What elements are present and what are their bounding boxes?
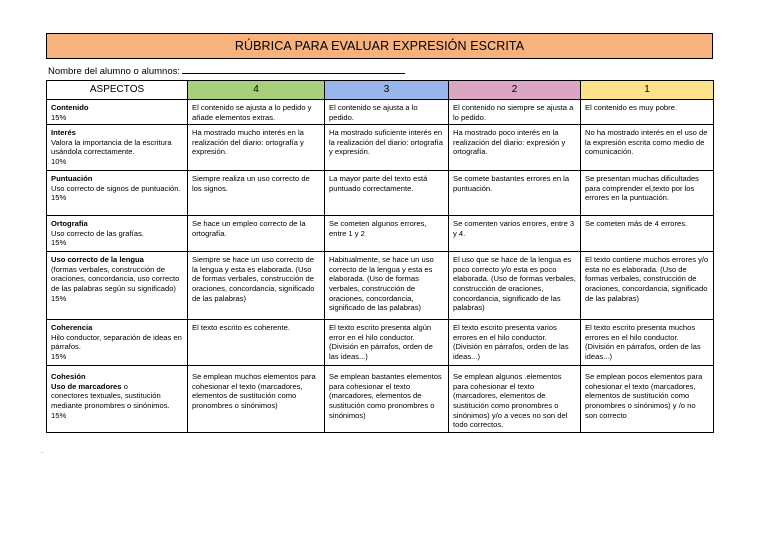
score-3-cell: Habitualmente, se hace un uso correcto de la lengua y esta es elaborada. (Uso de formas verbales, construcción de oraciones, concordancia, significado de las palabras) — [325, 252, 449, 320]
aspect-weight: 15% — [51, 351, 67, 361]
score-4-cell: El texto escrito es coherente. — [188, 320, 325, 366]
aspect-weight: 10% — [51, 156, 67, 166]
rubric-table — [46, 80, 714, 433]
aspect-description: Uso correcto de las grafías. — [51, 228, 144, 238]
aspect-weight: 15% — [51, 293, 67, 303]
score-1-cell: El contenido es muy pobre. — [581, 100, 714, 125]
header-score-4: 4 — [188, 81, 325, 100]
header-score-2: 2 — [449, 81, 581, 100]
aspect-weight: 15% — [51, 112, 67, 122]
aspect-cell — [47, 171, 188, 216]
score-3-cell: El texto escrito presenta algún error en el hilo conductor. (División en párrafos, orden de las ideas...) — [325, 320, 449, 366]
score-4-cell: Se emplean muchos elementos para cohesionar el texto (marcadores, elementos de sustitución como pronombres o sinónimos) — [188, 366, 325, 433]
score-1-cell: El texto contiene muchos errores y/o esta no es elaborada. (Uso de formas verbales, construcción de oraciones, concordancia, significado de las palabras) — [581, 252, 714, 320]
aspect-cell — [47, 366, 188, 433]
score-4-cell: El contenido se ajusta a lo pedido y añade elementos extras. — [188, 100, 325, 125]
aspect-cell — [47, 125, 188, 171]
aspect-description: Uso correcto de signos de puntuación. — [51, 183, 181, 193]
stray-dot: · — [41, 450, 43, 456]
rubric-title: RÚBRICA PARA EVALUAR EXPRESIÓN ESCRITA — [46, 33, 713, 59]
header-score-1: 1 — [581, 81, 714, 100]
table-row — [47, 320, 714, 366]
header-row — [47, 81, 714, 100]
score-2-cell: Ha mostrado poco interés en la realización del diario: expresión y ortografía. — [449, 125, 581, 171]
table-row — [47, 216, 714, 252]
aspect-name: Cohesión — [51, 372, 86, 382]
table-row — [47, 171, 714, 216]
student-name-line — [48, 64, 405, 77]
aspect-name: Coherencia — [51, 323, 93, 333]
aspect-name: Uso correcto de la lengua — [51, 255, 144, 265]
student-name-blank[interactable] — [182, 64, 405, 74]
table-row — [47, 366, 714, 433]
score-3-cell: El contenido se ajusta a lo pedido. — [325, 100, 449, 125]
table-row — [47, 252, 714, 320]
aspect-weight: 15% — [51, 193, 67, 203]
aspect-name: Puntuación — [51, 174, 93, 184]
aspect-description: Valora la importancia de la escritura usándola correctamente. — [51, 137, 172, 157]
score-4-cell: Se hace un empleo correcto de la ortografía. — [188, 216, 325, 252]
score-3-cell: Ha mostrado suficiente interés en la realización del diario: ortografía y expresión. — [325, 125, 449, 171]
score-1-cell: Se emplean pocos elementos para cohesionar el texto (marcadores, elementos de sustitución como pronombres o sinónimos) y /o no son correcto — [581, 366, 714, 433]
table-row — [47, 100, 714, 125]
aspect-cell — [47, 100, 188, 125]
header-score-3: 3 — [325, 81, 449, 100]
aspect-name: Ortografía — [51, 219, 88, 229]
score-2-cell: El uso que se hace de la lengua es poco correcto y/o esta es poco elaborada. (Uso de formas verbales, construcción de oraciones, concordancia, significado de las palabras) — [449, 252, 581, 320]
aspect-weight: 15% — [51, 238, 67, 248]
score-3-cell: La mayor parte del texto está puntuado correctamente. — [325, 171, 449, 216]
header-aspects: ASPECTOS — [47, 81, 188, 100]
score-1-cell: No ha mostrado interés en el uso de la expresión escrita como medio de comunicación. — [581, 125, 714, 171]
student-name-label: Nombre del alumno o alumnos: — [48, 66, 181, 77]
score-4-cell: Ha mostrado mucho interés en la realización del diario: ortografía y expresión. — [188, 125, 325, 171]
aspect-cell — [47, 320, 188, 366]
aspect-cell — [47, 216, 188, 252]
score-1-cell: Se presentan muchas dificultades para comprender el,texto por los errores en la puntuación. — [581, 171, 714, 216]
score-3-cell: Se emplean bastantes elementos para cohesionar el texto (marcadores, elementos de sustitución como pronombres o sinónimos) — [325, 366, 449, 433]
score-2-cell: El texto escrito presenta varios errores en el hilo conductor. (División en párrafos, orden de las ideas...) — [449, 320, 581, 366]
score-4-cell: Siempre se hace un uso correcto de la lengua y esta es elaborada. (Uso de formas verbales, construcción de oraciones, concordancia, significado de las palabras) — [188, 252, 325, 320]
aspect-cell — [47, 252, 188, 320]
table-row — [47, 125, 714, 171]
score-2-cell: Se emplean algunos .elementos para cohesionar el texto (marcadores, elementos de sustitución como pronombres o sinónimos) y/o a veces no son del todo correctos. — [449, 366, 581, 433]
aspect-weight: 15% — [51, 410, 67, 420]
aspect-description: Hilo conductor, separación de ideas en párrafos. — [51, 332, 182, 352]
aspect-description: (formas verbales, construcción de oraciones, concordancia, uso correcto de las palabras según su significado) — [51, 264, 180, 293]
score-1-cell: Se cometen más de 4 errores. — [581, 216, 714, 252]
aspect-description: conectores textuales, sustitución mediante pronombres o sinónimos. — [51, 391, 170, 410]
aspect-name: Contenido — [51, 103, 89, 112]
aspect-subname-tail: o — [121, 381, 128, 391]
score-1-cell: El texto escrito presenta muchos errores en el hilo conductor. (División en párrafos, orden de las ideas...) — [581, 320, 714, 366]
score-4-cell: Siempre realiza un uso correcto de los signos. — [188, 171, 325, 216]
score-3-cell: Se cometen algunos errores, entre 1 y 2 — [325, 216, 449, 252]
score-2-cell: Se comenten varios errores, entre 3 y 4. — [449, 216, 581, 252]
score-2-cell: Se comete bastantes errores en la puntuación. — [449, 171, 581, 216]
score-2-cell: El contenido no siempre se ajusta a lo pedido. — [449, 100, 581, 125]
aspect-name: Interés — [51, 128, 76, 138]
aspect-subname: Uso de marcadores — [51, 381, 122, 391]
